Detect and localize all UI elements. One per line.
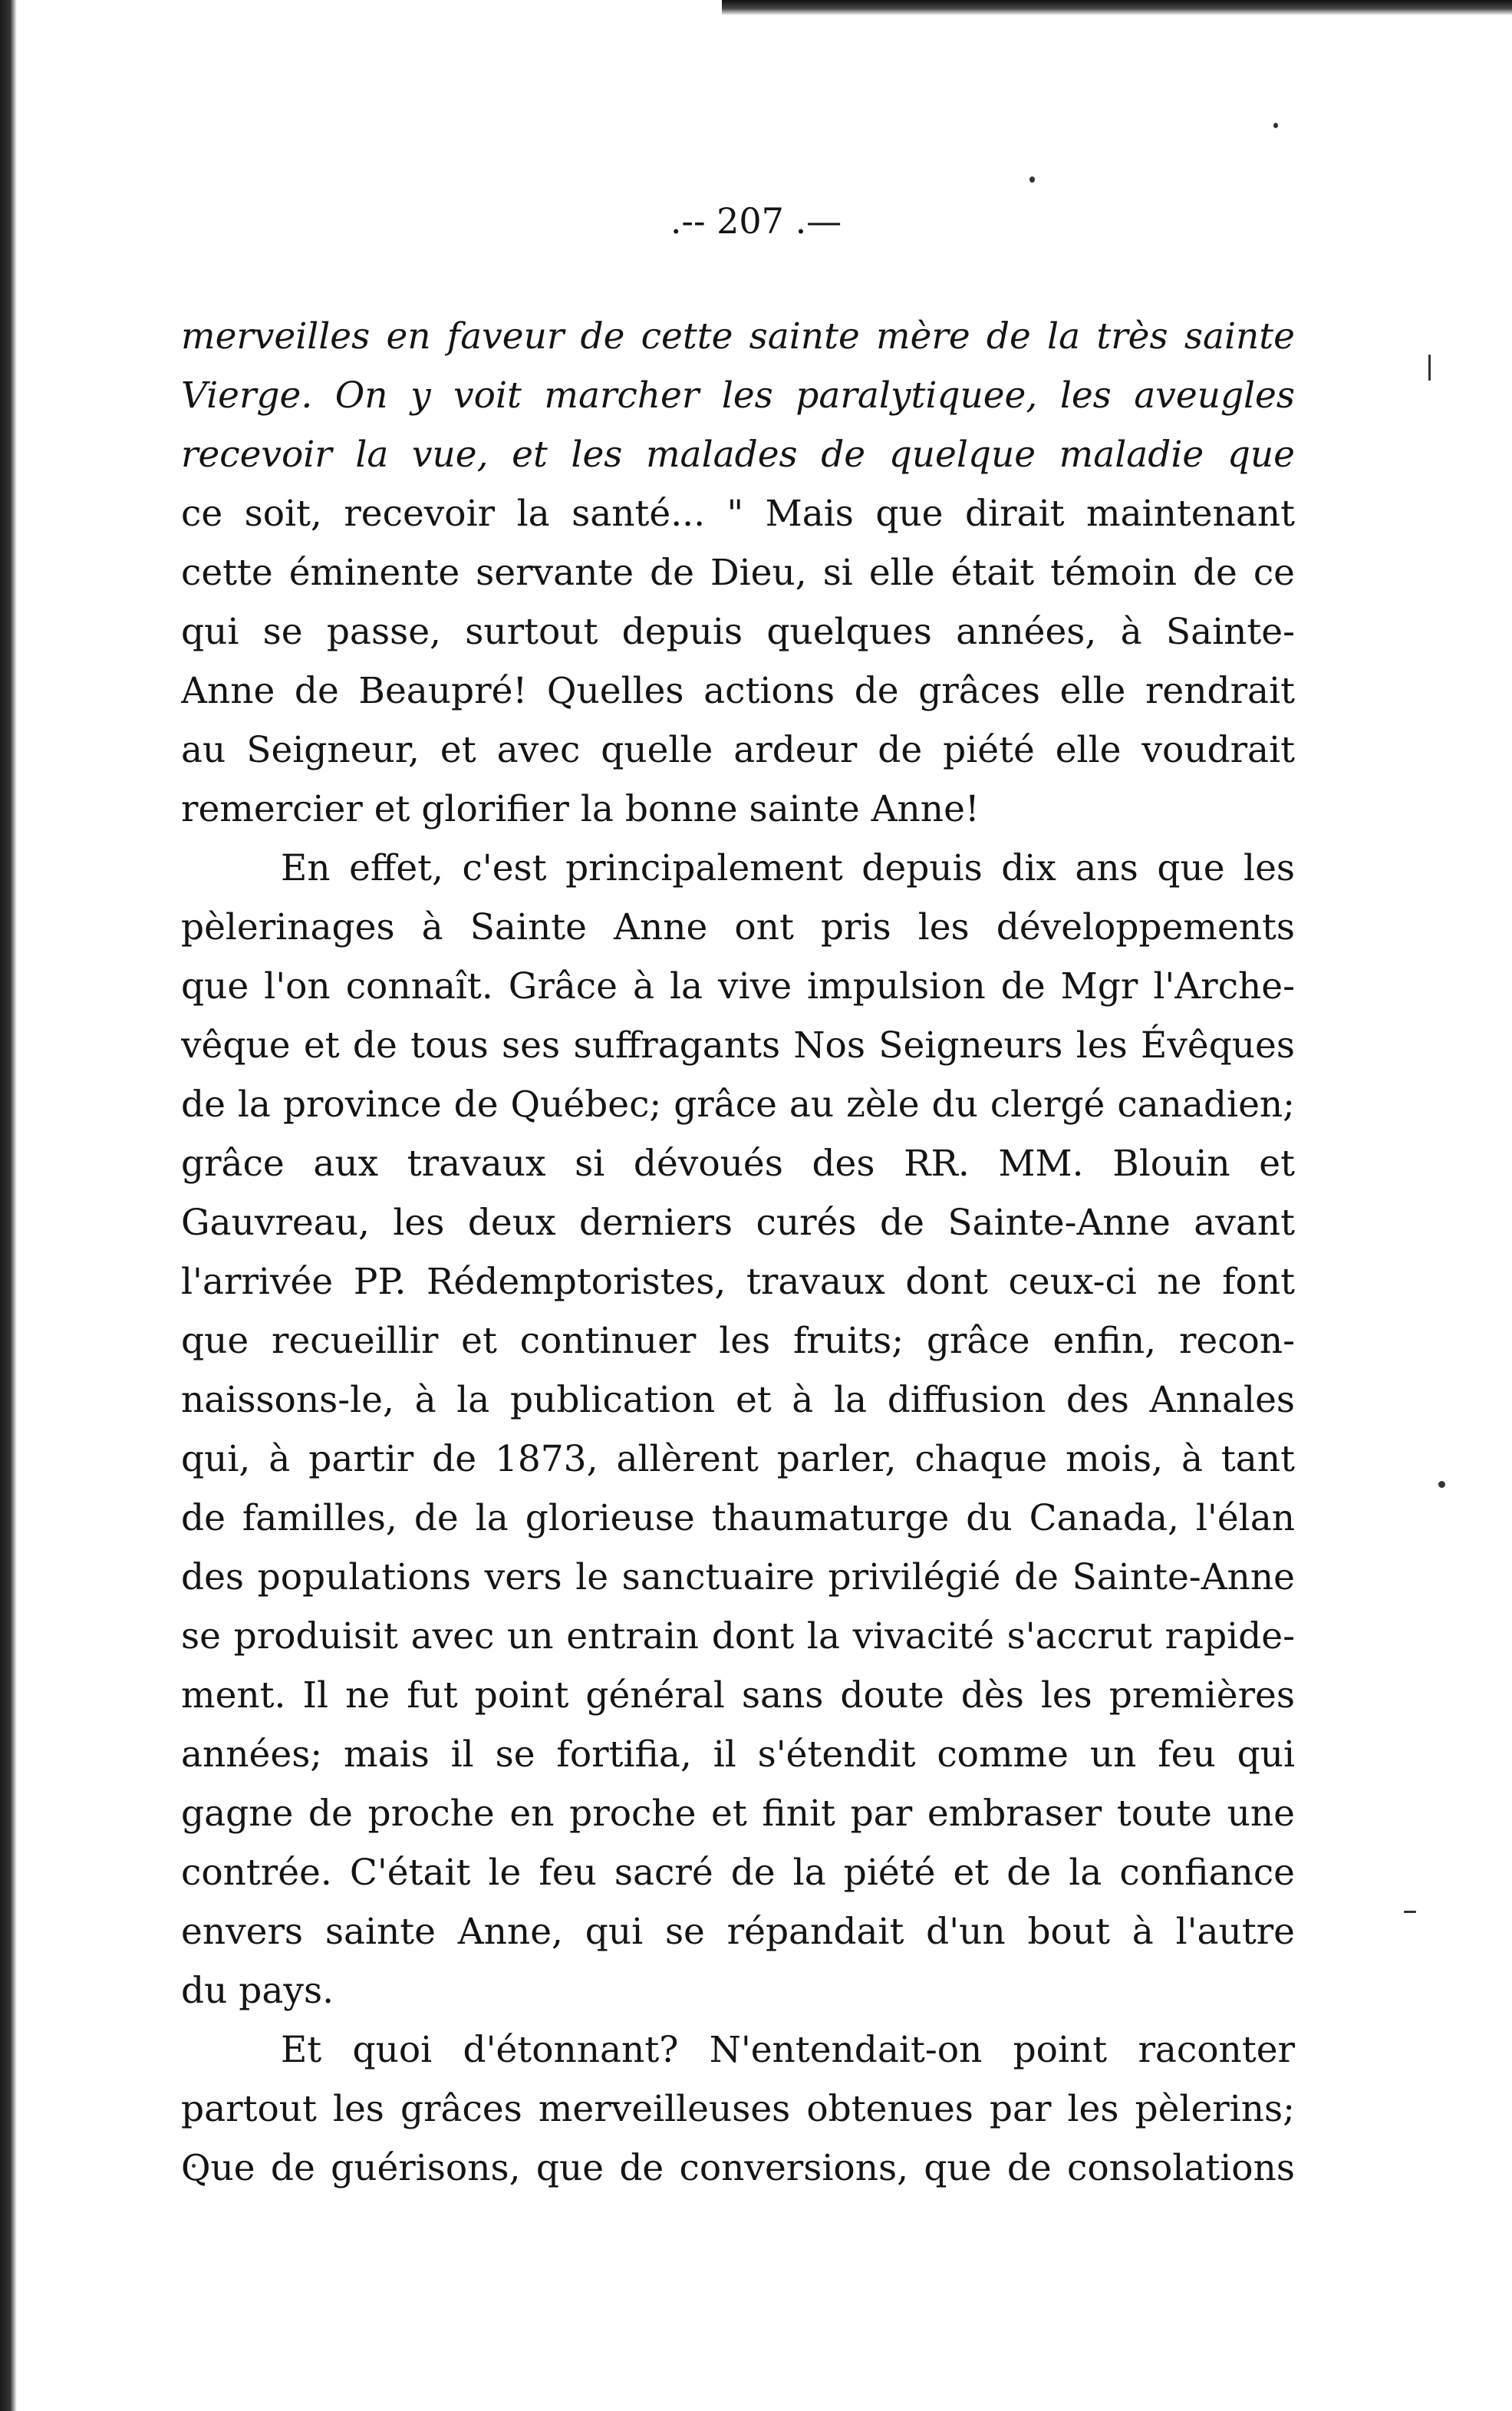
text-line: envers sainte Anne, qui se répandait d'un bout à l'autre: [181, 1911, 1295, 1953]
scan-top-edge: [722, 0, 1512, 15]
text-line: du pays.: [181, 1970, 334, 2012]
text-line: années; mais il se fortifia, il s'étendit comme un feu qui: [181, 1733, 1295, 1776]
text-line: se produisit avec un entrain dont la vivacité s'accrut rapide-: [181, 1615, 1295, 1657]
text-line: Vierge. On y voit marcher les paralytiquee, les aveugles: [181, 374, 1295, 417]
scan-speck: [1438, 1481, 1445, 1488]
scan-speck: [1273, 123, 1278, 128]
text-line: ment. Il ne fut point général sans doute dès les premières: [181, 1674, 1295, 1717]
text-line: qui se passe, surtout depuis quelques années, à Sainte-: [181, 611, 1295, 653]
text-line: au Seigneur, et avec quelle ardeur de piété elle voudrait: [181, 729, 1295, 771]
text-line: partout les grâces merveilleuses obtenues par les pèlerins;: [181, 2088, 1295, 2130]
text-line: cette éminente servante de Dieu, si elle était témoin de ce: [181, 552, 1295, 594]
body-text: [181, 307, 1295, 2198]
text-line: pèlerinages à Sainte Anne ont pris les développements: [181, 906, 1295, 948]
text-line: grâce aux travaux si dévoués des RR. MM. Blouin et: [181, 1143, 1295, 1185]
text-line: ce soit, recevoir la santé... " Mais que dirait maintenant: [181, 493, 1295, 535]
text-line: des populations vers le sanctuaire privilégié de Sainte-Anne: [181, 1556, 1295, 1598]
text-line: merveilles en faveur de cette sainte mère de la très sainte: [181, 315, 1295, 358]
text-line: remercier et glorifier la bonne sainte Anne!: [181, 788, 980, 830]
text-line: de la province de Québec; grâce au zèle du clergé canadien;: [181, 1083, 1295, 1126]
text-line: En effet, c'est principalement depuis dix ans que les: [281, 847, 1295, 889]
text-line: recevoir la vue, et les malades de quelque maladie que: [181, 434, 1295, 476]
text-line: Et quoi d'étonnant? N'entendait-on point raconter: [281, 2029, 1295, 2071]
text-line: gagne de proche en proche et finit par embraser toute une: [181, 1793, 1295, 1835]
scan-speck: [1029, 176, 1035, 183]
text-line: Que de guérisons, que de conversions, que de consolations: [181, 2147, 1295, 2189]
text-line: Anne de Beaupré! Quelles actions de grâces elle rendrait: [181, 670, 1295, 712]
text-line: Gauvreau, les deux derniers curés de Sainte-Anne avant: [181, 1202, 1295, 1244]
scan-left-edge: [0, 0, 17, 2411]
text-line: que recueillir et continuer les fruits; grâce enfin, recon-: [181, 1320, 1295, 1362]
text-line: que l'on connaît. Grâce à la vive impulsion de Mgr l'Arche-: [181, 965, 1295, 1008]
text-line: contrée. C'était le feu sacré de la piété et de la confiance: [181, 1852, 1295, 1894]
scan-speck: [1428, 355, 1431, 381]
scan-speck: [1404, 1911, 1416, 1913]
text-line: naissons-le, à la publication et à la diffusion des Annales: [181, 1379, 1295, 1421]
text-line: de familles, de la glorieuse thaumaturge du Canada, l'élan: [181, 1497, 1295, 1539]
text-line: l'arrivée PP. Rédemptoristes, travaux dont ceux-ci ne font: [181, 1261, 1295, 1303]
page-number: .-- 207 .—: [670, 200, 842, 242]
text-line: vêque et de tous ses suffragants Nos Seigneurs les Évêques: [181, 1024, 1295, 1067]
text-line: qui, à partir de 1873, allèrent parler, chaque mois, à tant: [181, 1438, 1295, 1480]
